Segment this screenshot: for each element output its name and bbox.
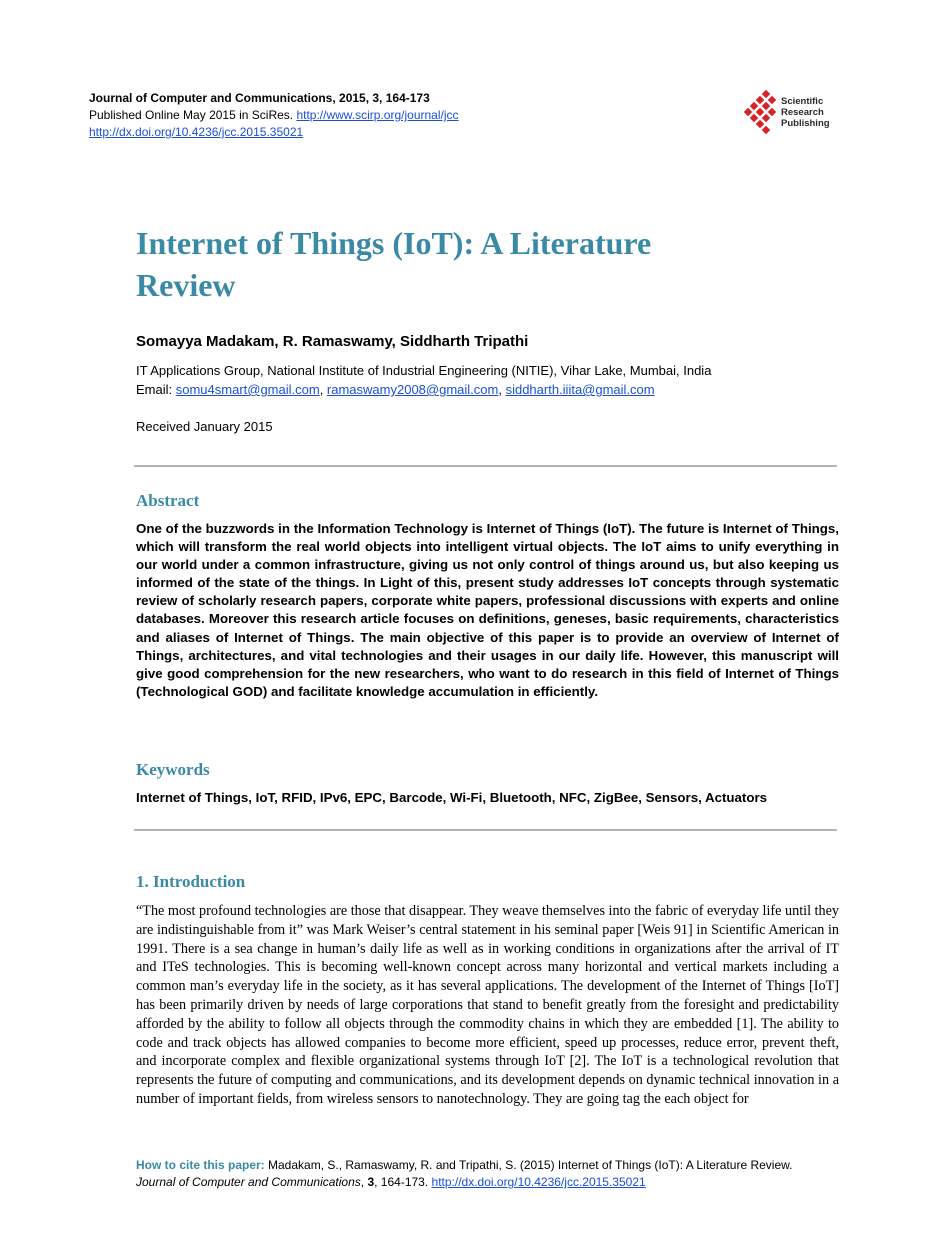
logo-diamond <box>756 96 764 104</box>
logo-diamond <box>768 108 776 116</box>
citation-label: How to cite this paper: <box>136 1158 269 1172</box>
citation-doi-link[interactable]: http://dx.doi.org/10.4236/jcc.2015.35021 <box>431 1175 646 1189</box>
citation-pages: , 164-173. <box>374 1175 432 1189</box>
citation-text: Madakam, S., Ramaswamy, R. and Tripathi, S. (2015) Internet of Things (IoT): A Literature Review. <box>268 1158 793 1172</box>
published-line <box>89 107 459 124</box>
email-separator: , <box>498 382 506 397</box>
journal-header <box>89 90 459 141</box>
citation-line-1 <box>136 1157 856 1174</box>
email-link-1[interactable]: somu4smart@gmail.com <box>175 382 320 397</box>
logo-diamond <box>750 102 758 110</box>
abstract-heading: Abstract <box>136 491 200 510</box>
paper-title <box>136 222 836 306</box>
introduction-text: “The most profound technologies are those that disappear. They weave themselves into the fabric of everyday life until they are indistinguishable from it” was Mark Weiser’s central statement in his seminal paper [Weis 91] in Scientific American in 1991. There is a sea change in human’s daily life as well as in working conditions in organizations after the arrival of IT and ITeS technologies. This is becoming well-known concept across many horizontal and vertical markets including a common man’s everyday life in the society, as it has several applications. The development of the Internet of Things [IoT] has been primarily driven by needs of large corporations that stand to benefit greatly from the foresight and predictability afforded by the ability to follow all objects through the commodity chains in which they are embedded [1]. The ability to code and track objects has allowed companies to become more efficient, speed up processes, reduce error, prevent theft, and incorporate complex and flexible organizational systems through IoT [2]. The IoT is a technological revolution that represents the future of computing and communications, and its development depends on dynamic technical innovation in a number of important fields, from wireless sensors to nanotechnology. They are going tag the each object for <box>136 903 839 1107</box>
citation-sep: , <box>360 1175 368 1189</box>
journal-citation: Journal of Computer and Communications, 2015, 3, 164-173 <box>89 91 430 105</box>
logo-diamond <box>768 96 776 104</box>
logo-diamond <box>750 114 758 122</box>
keywords-text: Internet of Things, IoT, RFID, IPv6, EPC, Barcode, Wi-Fi, Bluetooth, NFC, ZigBee, Sensors, Actuators <box>136 790 768 805</box>
scirp-diamond-icon <box>744 90 780 134</box>
publisher-logo-text <box>781 96 830 129</box>
title-line-2: Review <box>136 267 236 303</box>
logo-diamond <box>756 108 764 116</box>
divider-bottom <box>134 829 837 831</box>
doi-link[interactable]: http://dx.doi.org/10.4236/jcc.2015.35021 <box>89 125 304 139</box>
logo-line-3: Publishing <box>781 118 830 129</box>
logo-diamond <box>762 114 770 122</box>
abstract-text: One of the buzzwords in the Information Technology is Internet of Things (IoT). The future is Internet of Things, which will transform the real world objects into intelligent virtual objects. The IoT aims to unify everything in our world under a common infrastructure, giving us not only control of things around us, but also keeping us informed of the state of the things. In Light of this, present study addresses IoT concepts through systematic review of scholarly research papers, corporate white papers, professional discussions with experts and online databases. Moreover this research article focuses on definitions, geneses, basic requirements, characteristics and aliases of Internet of Things. The main objective of this paper is to provide an overview of Internet of Things, architectures, and vital technologies and their usages in our daily life. However, this manuscript will give good comprehension for the new researchers, who want to do research in this field of Internet of Things (Technological GOD) and facilitate knowledge accumulation in efficiently. <box>136 521 839 699</box>
email-link-2[interactable]: ramaswamy2008@gmail.com <box>326 382 499 397</box>
logo-diamond <box>756 120 764 128</box>
authors: Somayya Madakam, R. Ramaswamy, Siddharth Tripathi <box>136 333 529 350</box>
keywords-heading: Keywords <box>136 760 210 779</box>
citation-journal: Journal of Computer and Communications <box>136 1175 361 1189</box>
title-line-1: Internet of Things (IoT): A Literature <box>136 225 652 261</box>
logo-diamond <box>744 108 752 116</box>
email-separator: , <box>319 382 327 397</box>
logo-line-2: Research <box>781 107 824 118</box>
logo-line-1: Scientific <box>781 96 824 107</box>
citation-line-2 <box>136 1174 856 1191</box>
introduction-heading: 1. Introduction <box>136 872 246 891</box>
divider-top <box>134 465 837 467</box>
published-text: Published Online May 2015 in SciRes. <box>89 108 297 122</box>
affiliation-block <box>136 361 711 399</box>
citation-block <box>136 1157 856 1191</box>
journal-url-link[interactable]: http://www.scirp.org/journal/jcc <box>296 108 459 122</box>
logo-diamond <box>762 102 770 110</box>
doi-line <box>89 124 459 141</box>
logo-diamond <box>762 90 770 98</box>
email-label: Email: <box>136 382 176 397</box>
affiliation: IT Applications Group, National Institute of Industrial Engineering (NITIE), Vihar Lake, Mumbai, India <box>136 363 712 378</box>
email-link-3[interactable]: siddharth.iiita@gmail.com <box>505 382 655 397</box>
email-line <box>136 380 711 399</box>
logo-diamond <box>762 126 770 134</box>
publisher-logo <box>744 90 844 134</box>
received-date: Received January 2015 <box>136 419 273 434</box>
citation-volume: 3 <box>367 1175 375 1189</box>
